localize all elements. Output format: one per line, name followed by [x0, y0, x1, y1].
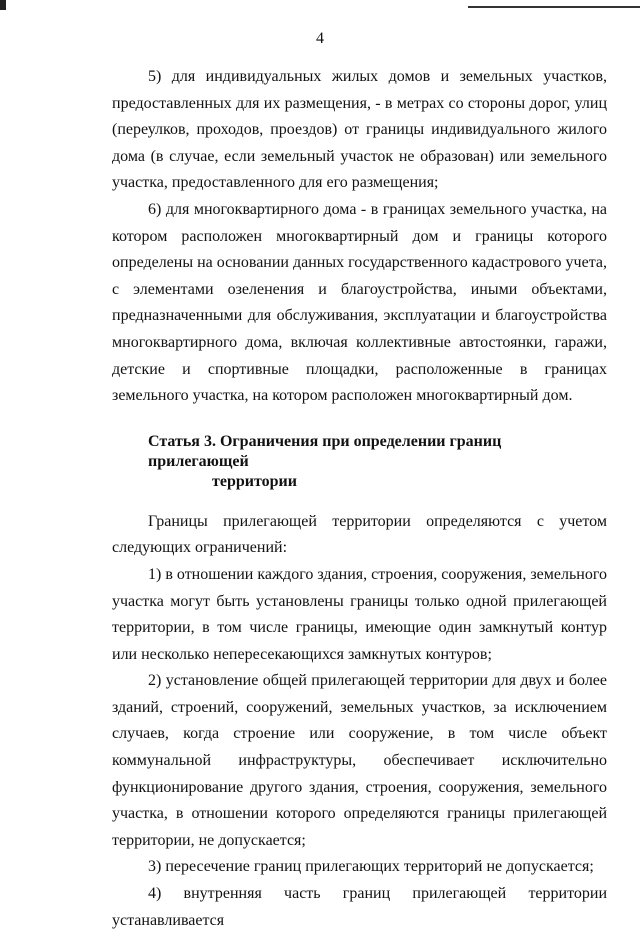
list-item-6: 6) для многоквартирного дома - в границах земельного участка, на котором расположен многоквартирный дом и границы которого определены на основании данных государственного кадастрового учета, с элементами озеленения и благоустройства, иными объектами, предназначенными для обслуживания, эксплуатации и благоустройства многоквартирного дома, включая коллективные автостоянки, гаражи, детские и спортивные площадки, расположенные в границах земельного участка, на котором расположен многоквартирный дом.	[112, 200, 607, 405]
page-number: 4	[316, 30, 324, 47]
article-heading-line1: Статья 3. Ограничения при определении границ прилегающей	[148, 432, 502, 470]
scan-artifact-line	[468, 6, 640, 8]
restriction-item-3: 3) пересечение границ прилегающих территорий не допускается;	[148, 858, 594, 876]
restriction-item-1: 1) в отношении каждого здания, строения, сооружения, земельного участка могут быть установлены границы только одной прилегающей территории, в том числе границы, имеющие один замкнутый контур или несколько непересекающихся замкнутых контуров;	[112, 565, 607, 663]
article-intro: Границы прилегающей территории определяются с учетом следующих ограничений:	[112, 512, 607, 557]
list-item-5: 5) для индивидуальных жилых домов и земельных участков, предоставленных для их размещения, - в метрах со стороны дорог, улиц (переулков, проходов, проездов) от границы индивидуального жилого дома (в случае, если земельный участок не образован) или земельного участка, предоставленного для его размещения;	[112, 68, 607, 192]
article-heading	[148, 432, 588, 492]
scan-artifact-mark	[0, 0, 6, 10]
article-heading-line2: территории	[212, 472, 297, 490]
restriction-item-4: 4) внутренняя часть границ прилегающей территории устанавливается	[112, 885, 607, 929]
document-body	[112, 64, 607, 934]
restriction-item-2: 2) установление общей прилегающей территории для двух и более зданий, строений, сооружений, земельных участков, за исключением случаев, когда строение или сооружение, в том числе объект коммунальной инфраструктуры, обеспечивает исключительно функционирование другого здания, строения, сооружения, земельного участка, в отношении которого определяются границы прилегающей территории, не допускается;	[112, 672, 607, 849]
